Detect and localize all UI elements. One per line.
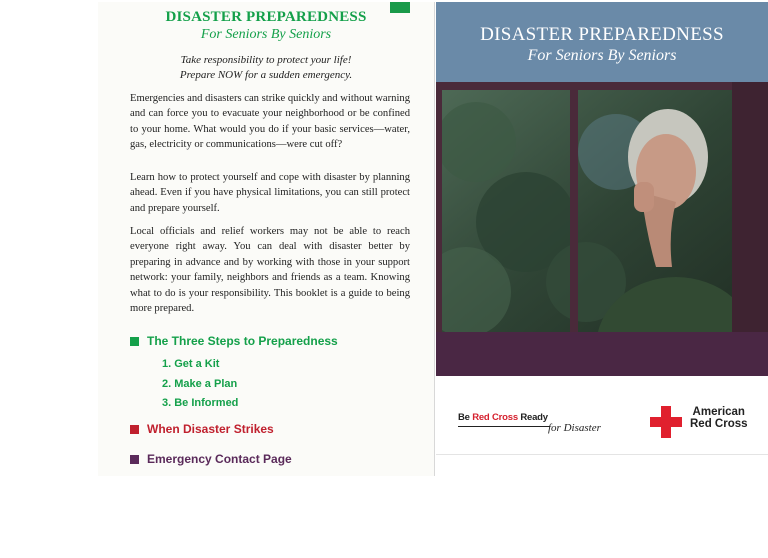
cover-subtitle: For Seniors By Seniors [527,47,677,64]
toc-emergency-contact[interactable] [130,452,292,466]
senior-woman-at-window-photo [436,82,768,350]
org-line-1: American [692,406,745,418]
purple-square-bullet-icon [130,455,139,464]
intro-paragraph-2: Learn how to protect yourself and cope with disaster by planning ahead. Even if you have physical limitations, you can still protect and prepare yourself. [130,172,410,214]
tagline-2: Prepare NOW for a sudden emergency. [179,69,353,81]
toc-step-be-informed[interactable]: 3. Be Informed [162,397,239,409]
toc-three-steps[interactable] [130,334,338,348]
toc-step-make-plan[interactable]: 2. Make a Plan [162,378,238,390]
ready-logo-underline [458,426,550,427]
red-square-bullet-icon [130,425,139,434]
inside-page [98,2,435,476]
cover-title-band [436,2,768,82]
ready-suffix: Ready [517,412,548,423]
toc-section-label: Emergency Contact Page [147,452,292,466]
photo-illustration [436,82,768,350]
org-line-2: Red Cross [690,418,748,430]
for-disaster-text: for Disaster [548,422,601,434]
cover-page [436,2,768,454]
be-red-cross-ready-logo [458,412,548,423]
window-sill [436,348,768,376]
ready-red-cross: Red Cross [472,412,518,423]
cover-title: DISASTER PREPAREDNESS [480,24,724,45]
toc-section-label: The Three Steps to Preparedness [147,334,338,348]
page-subtitle: For Seniors By Seniors [200,27,332,42]
page-title: DISASTER PREPAREDNESS [165,9,367,25]
toc-section-label: When Disaster Strikes [147,422,274,436]
american-red-cross-wordmark [690,406,748,430]
cover-bottom-edge [436,454,768,455]
tagline-1: Take responsibility to protect your life! [180,54,352,66]
red-cross-icon [650,406,682,438]
intro-paragraph-1: Emergencies and disasters can strike quickly and without warning and can force you to evacuate your neighborhood or be confined to your home. What would you do if your basic services—water, gas, electricity or communications—were cut off? [130,93,410,151]
ready-prefix: Be [458,412,473,423]
cover-footer [436,376,768,454]
intro-paragraph-3: Local officials and relief workers may not be able to reach everyone right away. You can deal with disaster better by preparing in advance and by working with those in your support network: your family, neighbors and friends as a team. Knowing what to do is your responsibility. This booklet is a guide to being more prepared. [130,226,410,315]
toc-step-get-kit[interactable]: 1. Get a Kit [162,358,220,370]
toc-when-disaster-strikes[interactable] [130,422,274,436]
green-square-bullet-icon [130,337,139,346]
